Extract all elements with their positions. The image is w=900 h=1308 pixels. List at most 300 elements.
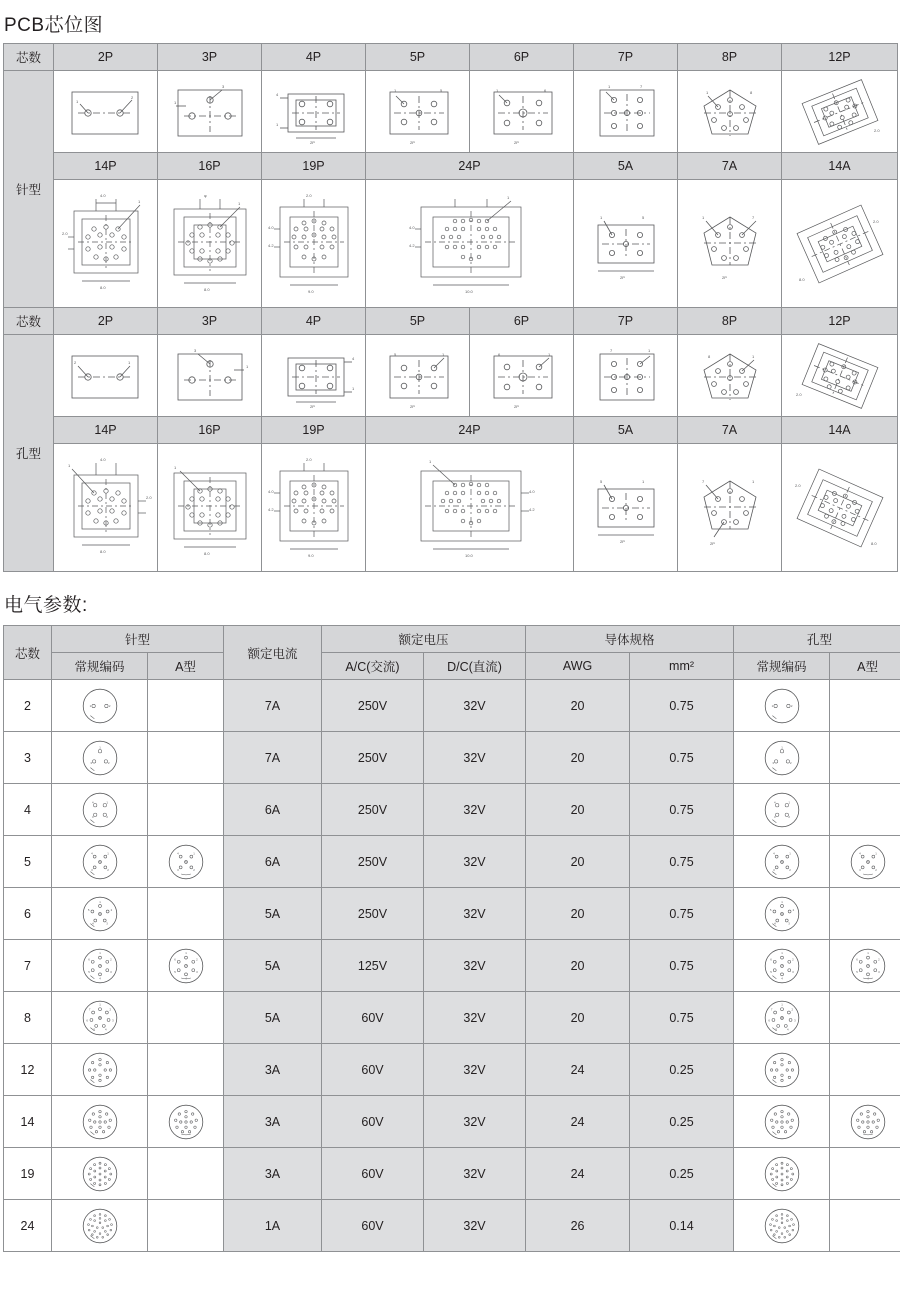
svg-text:5: 5	[866, 859, 869, 864]
table-row	[4, 180, 898, 308]
cell-pin-face-19	[52, 1148, 148, 1200]
cell-mm2-4	[630, 784, 734, 836]
svg-text:3: 3	[771, 760, 774, 765]
cell-ac-voltage-19	[322, 1148, 424, 1200]
core-count-value: 6	[24, 906, 31, 921]
svg-text:2: 2	[73, 359, 76, 365]
electrical-parameters-table	[3, 625, 900, 1252]
rated-current-value: 6A	[264, 802, 281, 817]
svg-text:2: 2	[874, 867, 877, 872]
cell-ac-voltage-14	[322, 1096, 424, 1148]
svg-text:1: 1	[67, 462, 70, 468]
cell-pin-face-4	[52, 784, 148, 836]
pcb-header-7p: 7P	[574, 44, 678, 71]
pcb-header-12p: 12P	[782, 44, 898, 71]
cell-ac-voltage-5	[322, 836, 424, 888]
awg-value: 20	[570, 1010, 585, 1025]
pcb-hole-header-4p: 4P	[262, 308, 366, 335]
cell-pin-a-face-12	[148, 1044, 224, 1096]
cell-pin-a-face-4	[148, 784, 224, 836]
cell-dc-voltage-12	[424, 1044, 526, 1096]
svg-text:1: 1	[495, 87, 498, 93]
svg-text:2P: 2P	[409, 403, 415, 409]
cell-hole-face-24	[734, 1200, 830, 1252]
svg-text:5: 5	[775, 1027, 777, 1032]
cell-dc-voltage-2	[424, 680, 526, 732]
svg-text:3: 3	[91, 814, 94, 819]
svg-text:1: 1	[428, 458, 431, 464]
header-rated-voltage: 额定电压	[322, 626, 526, 653]
cell-mm2-8	[630, 992, 734, 1044]
svg-text:1: 1	[780, 950, 783, 955]
svg-text:1: 1	[771, 703, 773, 708]
svg-text:3: 3	[773, 814, 776, 819]
cell-awg-8	[526, 992, 630, 1044]
svg-text:3: 3	[791, 969, 794, 974]
svg-text:7: 7	[609, 347, 612, 353]
svg-text:2.0: 2.0	[305, 192, 312, 198]
core-count-value: 14	[20, 1114, 35, 1129]
svg-text:1: 1	[106, 851, 109, 856]
header-mm2: mm²	[630, 653, 734, 680]
pcb-hole-header-19p: 19P	[262, 417, 366, 444]
cell-awg-14	[526, 1096, 630, 1148]
pcb-hole-header-2p: 2P	[54, 308, 158, 335]
table-row	[4, 940, 900, 992]
cell-rated-current-7	[224, 940, 322, 992]
cell-mm2-6	[630, 888, 734, 940]
pcb-drawing-pin-12p	[782, 71, 898, 153]
svg-text:2P: 2P	[409, 139, 415, 145]
svg-text:3: 3	[111, 1018, 114, 1023]
pcb-hole-header-12p: 12P	[782, 308, 898, 335]
svg-text:4: 4	[104, 1027, 107, 1032]
pcb-drawing-pin-19p	[262, 180, 366, 308]
pcb-drawing-hole-12p	[782, 335, 898, 417]
svg-text:1: 1	[237, 200, 240, 206]
cell-hole-face-6	[734, 888, 830, 940]
svg-text:1: 1	[105, 800, 108, 805]
svg-text:4.0: 4.0	[99, 192, 106, 198]
pcb-drawing-pin-2p	[54, 71, 158, 153]
svg-text:5: 5	[98, 859, 101, 864]
core-count-header: 芯数	[4, 44, 54, 71]
pcb-drawing-pin-16p	[158, 180, 262, 308]
svg-text:4.2: 4.2	[408, 242, 415, 248]
svg-text:8: 8	[98, 1015, 101, 1020]
svg-text:φ: φ	[203, 192, 207, 198]
awg-value: 20	[570, 958, 585, 973]
core-count-value: 5	[24, 854, 31, 869]
cell-dc-voltage-19	[424, 1148, 526, 1200]
svg-text:4.0: 4.0	[408, 224, 415, 230]
cell-mm2-3	[630, 732, 734, 784]
svg-text:3: 3	[877, 969, 880, 974]
svg-text:3: 3	[787, 921, 790, 926]
awg-value: 20	[570, 750, 585, 765]
header-hole-normal-code: 常规编码	[734, 653, 830, 680]
cell-pin-face-5	[52, 836, 148, 888]
mm2-value: 0.75	[669, 750, 694, 765]
awg-value: 20	[570, 698, 585, 713]
ac-voltage-value: 250V	[357, 750, 388, 765]
cell-core-count-6	[4, 888, 52, 940]
core-count-value: 7	[24, 958, 31, 973]
svg-text:7: 7	[780, 963, 783, 968]
pcb-pinout-table	[3, 43, 898, 572]
cell-ac-voltage-8	[322, 992, 424, 1044]
cell-hole-face-4	[734, 784, 830, 836]
svg-text:2P: 2P	[309, 139, 315, 145]
rated-current-value: 5A	[264, 958, 281, 973]
svg-text:1: 1	[173, 99, 176, 105]
pcb-drawing-pin-24p	[366, 180, 574, 308]
cell-mm2-7	[630, 940, 734, 992]
cell-mm2-24	[630, 1200, 734, 1252]
svg-text:1: 1	[98, 950, 101, 955]
svg-text:2: 2	[791, 1007, 793, 1012]
cell-mm2-19	[630, 1148, 734, 1200]
svg-text:2P: 2P	[513, 139, 519, 145]
svg-text:4: 4	[184, 975, 187, 980]
svg-text:6: 6	[173, 957, 176, 962]
table-row	[4, 308, 898, 335]
svg-text:1: 1	[98, 1002, 101, 1007]
core-count-value: 24	[20, 1218, 35, 1233]
pcb-drawing-hole-4p	[262, 335, 366, 417]
pcb-drawing-hole-19p	[262, 444, 366, 572]
core-count-value: 8	[24, 1010, 31, 1025]
cell-core-count-19	[4, 1148, 52, 1200]
svg-text:5: 5	[87, 907, 89, 912]
pcb-hole-header-5a: 5A	[574, 417, 678, 444]
cell-mm2-2	[630, 680, 734, 732]
header-hole-type: 孔型	[734, 626, 900, 653]
ac-voltage-value: 60V	[361, 1010, 384, 1025]
cell-pin-face-2	[52, 680, 148, 732]
svg-text:6: 6	[767, 1018, 770, 1023]
cell-hole-face-3	[734, 732, 830, 784]
pcb-hole-header-16p: 16P	[158, 417, 262, 444]
svg-text:2.0: 2.0	[873, 127, 880, 133]
table-row	[4, 888, 900, 940]
core-count-value: 19	[20, 1166, 35, 1181]
pcb-drawing-hole-7a	[678, 444, 782, 572]
cell-rated-current-5	[224, 836, 322, 888]
pcb-header-4p: 4P	[262, 44, 366, 71]
table-row	[4, 1148, 900, 1200]
svg-text:2: 2	[790, 703, 792, 708]
cell-ac-voltage-7	[322, 940, 424, 992]
svg-text:4.0: 4.0	[528, 488, 535, 494]
dc-voltage-value: 32V	[463, 906, 486, 921]
svg-text:7: 7	[770, 1007, 773, 1012]
cell-hole-a-face-12	[830, 1044, 900, 1096]
dc-voltage-value: 32V	[463, 854, 486, 869]
svg-text:4.2: 4.2	[528, 506, 535, 512]
svg-text:1: 1	[98, 899, 101, 904]
pcb-hole-header-14p: 14P	[54, 417, 158, 444]
svg-text:3: 3	[793, 1018, 796, 1023]
awg-value: 24	[570, 1166, 585, 1181]
header-pin-a-type: A型	[148, 653, 224, 680]
ac-voltage-value: 250V	[357, 802, 388, 817]
table-row	[4, 1200, 900, 1252]
cell-pin-a-face-24	[148, 1200, 224, 1252]
cell-rated-current-14	[224, 1096, 322, 1148]
pcb-header-2p: 2P	[54, 44, 158, 71]
pcb-hole-header-7a: 7A	[678, 417, 782, 444]
svg-text:7: 7	[701, 478, 704, 484]
svg-text:2P: 2P	[709, 540, 715, 546]
svg-text:2: 2	[105, 814, 108, 819]
cell-dc-voltage-6	[424, 888, 526, 940]
table-header-row	[4, 653, 900, 680]
cell-hole-face-14	[734, 1096, 830, 1148]
pcb-drawing-hole-8p	[678, 335, 782, 417]
svg-text:5: 5	[780, 859, 783, 864]
svg-text:2: 2	[788, 867, 791, 872]
cell-ac-voltage-24	[322, 1200, 424, 1252]
ac-voltage-value: 60V	[361, 1218, 384, 1233]
svg-text:3: 3	[221, 83, 224, 89]
rated-current-value: 3A	[264, 1062, 281, 1077]
svg-text:4: 4	[773, 800, 776, 805]
header-dc-voltage: D/C(直流)	[424, 653, 526, 680]
cell-core-count-5	[4, 836, 52, 888]
svg-text:7: 7	[866, 963, 869, 968]
pcb-drawing-hole-5p	[366, 335, 470, 417]
dc-voltage-value: 32V	[463, 750, 486, 765]
awg-value: 20	[570, 906, 585, 921]
pcb-header-14p: 14P	[54, 153, 158, 180]
svg-text:6: 6	[855, 957, 858, 962]
svg-text:2P: 2P	[619, 274, 625, 280]
rated-current-value: 3A	[264, 1114, 281, 1129]
header-hole-a-type: A型	[830, 653, 900, 680]
svg-text:2: 2	[109, 1007, 111, 1012]
svg-text:3: 3	[193, 347, 196, 353]
header-core-count: 芯数	[4, 626, 52, 680]
pcb-drawing-hole-16p	[158, 444, 262, 572]
awg-value: 24	[570, 1062, 585, 1077]
cell-dc-voltage-24	[424, 1200, 526, 1252]
svg-text:10.0: 10.0	[464, 288, 473, 294]
ac-voltage-value: 125V	[357, 958, 388, 973]
svg-text:1: 1	[788, 851, 791, 856]
pcb-drawing-pin-4p	[262, 71, 366, 153]
svg-text:2: 2	[792, 907, 794, 912]
dc-voltage-value: 32V	[463, 698, 486, 713]
header-pin-type: 针型	[52, 626, 224, 653]
svg-text:3: 3	[89, 760, 92, 765]
svg-text:4: 4	[91, 800, 94, 805]
svg-text:2: 2	[106, 867, 109, 872]
svg-text:1: 1	[780, 899, 783, 904]
svg-text:8.0: 8.0	[203, 550, 210, 556]
svg-text:2: 2	[110, 907, 112, 912]
svg-text:7: 7	[184, 963, 187, 968]
cell-mm2-12	[630, 1044, 734, 1096]
svg-text:2: 2	[877, 957, 880, 962]
table-row	[4, 71, 898, 153]
page-title-pcb: PCB芯位图	[4, 15, 104, 36]
svg-text:4: 4	[176, 851, 179, 856]
pcb-drawing-pin-6p	[470, 71, 574, 153]
table-row	[4, 992, 900, 1044]
pcb-header-5p: 5P	[366, 44, 470, 71]
svg-text:3: 3	[90, 867, 93, 872]
mm2-value: 0.25	[669, 1114, 694, 1129]
svg-text:6: 6	[543, 87, 546, 93]
cell-core-count-3	[4, 732, 52, 784]
svg-text:1: 1	[192, 851, 195, 856]
pcb-drawing-hole-3p	[158, 335, 262, 417]
core-count-value: 3	[24, 750, 31, 765]
svg-text:1: 1	[89, 703, 91, 708]
svg-text:4: 4	[772, 851, 775, 856]
cell-hole-face-12	[734, 1044, 830, 1096]
pcb-drawing-hole-2p	[54, 335, 158, 417]
rated-current-value: 6A	[264, 854, 281, 869]
svg-text:4: 4	[786, 1027, 789, 1032]
cell-rated-current-4	[224, 784, 322, 836]
pcb-header-3p: 3P	[158, 44, 262, 71]
cell-hole-a-face-7	[830, 940, 900, 992]
svg-text:1: 1	[705, 89, 708, 95]
pcb-hole-header-7p: 7P	[574, 308, 678, 335]
svg-text:2.0: 2.0	[794, 482, 801, 488]
cell-pin-a-face-5	[148, 836, 224, 888]
svg-text:4.0: 4.0	[99, 456, 106, 462]
svg-text:8.0: 8.0	[798, 276, 805, 282]
svg-text:2: 2	[789, 760, 792, 765]
cell-ac-voltage-2	[322, 680, 424, 732]
svg-text:1: 1	[506, 194, 509, 200]
svg-text:6: 6	[98, 911, 101, 916]
svg-text:8: 8	[707, 353, 710, 359]
cell-core-count-12	[4, 1044, 52, 1096]
svg-text:4.2: 4.2	[267, 242, 274, 248]
cell-awg-12	[526, 1044, 630, 1096]
pcb-drawing-pin-5p	[366, 71, 470, 153]
table-header-row	[4, 626, 900, 653]
pcb-drawing-hole-24p	[366, 444, 574, 572]
cell-core-count-7	[4, 940, 52, 992]
pcb-drawing-pin-7a	[678, 180, 782, 308]
svg-text:2: 2	[107, 760, 110, 765]
pcb-hole-header-3p: 3P	[158, 308, 262, 335]
cell-pin-face-24	[52, 1200, 148, 1252]
pcb-header-14a: 14A	[782, 153, 898, 180]
cell-hole-face-5	[734, 836, 830, 888]
core-count-value: 12	[20, 1062, 35, 1077]
rated-current-value: 7A	[264, 698, 281, 713]
pcb-drawing-hole-6p	[470, 335, 574, 417]
ac-voltage-value: 60V	[361, 1062, 384, 1077]
pcb-header-5a: 5A	[574, 153, 678, 180]
cell-pin-a-face-3	[148, 732, 224, 784]
cell-pin-a-face-6	[148, 888, 224, 940]
ac-voltage-value: 250V	[357, 698, 388, 713]
svg-text:1: 1	[137, 198, 140, 204]
svg-text:1: 1	[393, 87, 396, 93]
cell-pin-face-12	[52, 1044, 148, 1096]
mm2-value: 0.25	[669, 1062, 694, 1077]
rated-current-value: 5A	[264, 906, 281, 921]
svg-text:7: 7	[751, 214, 754, 220]
svg-text:1: 1	[751, 353, 754, 359]
svg-text:1: 1	[780, 1002, 783, 1007]
ac-voltage-value: 250V	[357, 906, 388, 921]
cell-pin-face-6	[52, 888, 148, 940]
cell-dc-voltage-14	[424, 1096, 526, 1148]
svg-text:4: 4	[866, 975, 869, 980]
header-conductor-spec: 导体规格	[526, 626, 734, 653]
svg-text:4.2: 4.2	[267, 506, 274, 512]
pcb-hole-header-5p: 5P	[366, 308, 470, 335]
cell-rated-current-12	[224, 1044, 322, 1096]
cell-core-count-4	[4, 784, 52, 836]
svg-text:1: 1	[599, 214, 602, 220]
svg-text:1: 1	[866, 950, 869, 955]
cell-core-count-2	[4, 680, 52, 732]
cell-pin-a-face-14	[148, 1096, 224, 1148]
mm2-value: 0.75	[669, 802, 694, 817]
svg-text:4: 4	[98, 975, 101, 980]
pcb-drawing-pin-14a	[782, 180, 898, 308]
cell-hole-a-face-6	[830, 888, 900, 940]
pcb-drawing-pin-14p	[54, 180, 158, 308]
svg-text:6: 6	[780, 911, 783, 916]
cell-pin-face-3	[52, 732, 148, 784]
pcb-drawing-pin-5a	[574, 180, 678, 308]
row-label-pin-type: 针型	[4, 71, 54, 308]
awg-value: 26	[570, 1218, 585, 1233]
svg-text:3: 3	[195, 969, 198, 974]
cell-awg-6	[526, 888, 630, 940]
page-title-electrical: 电气参数:	[4, 595, 88, 616]
svg-text:3: 3	[109, 969, 112, 974]
svg-text:5: 5	[769, 969, 772, 974]
svg-text:7: 7	[98, 963, 101, 968]
rated-current-value: 5A	[264, 1010, 281, 1025]
svg-text:3: 3	[176, 867, 179, 872]
mm2-value: 0.75	[669, 1010, 694, 1025]
pcb-header-8p: 8P	[678, 44, 782, 71]
svg-text:9.0: 9.0	[307, 288, 314, 294]
pcb-drawing-pin-3p	[158, 71, 262, 153]
svg-text:5: 5	[92, 1027, 95, 1032]
table-row	[4, 417, 898, 444]
mm2-value: 0.14	[669, 1218, 694, 1233]
svg-text:5: 5	[173, 969, 176, 974]
svg-text:6: 6	[85, 1018, 88, 1023]
table-row	[4, 680, 900, 732]
cell-awg-3	[526, 732, 630, 784]
svg-text:4: 4	[858, 851, 861, 856]
svg-text:2: 2	[192, 867, 195, 872]
svg-text:4: 4	[275, 91, 278, 97]
svg-text:4: 4	[91, 921, 94, 926]
cell-hole-a-face-3	[830, 732, 900, 784]
svg-text:2: 2	[791, 957, 794, 962]
svg-text:6: 6	[769, 957, 772, 962]
svg-text:4: 4	[780, 975, 783, 980]
svg-text:1: 1	[98, 745, 101, 750]
awg-value: 20	[570, 802, 585, 817]
pcb-drawing-hole-14a	[782, 444, 898, 572]
